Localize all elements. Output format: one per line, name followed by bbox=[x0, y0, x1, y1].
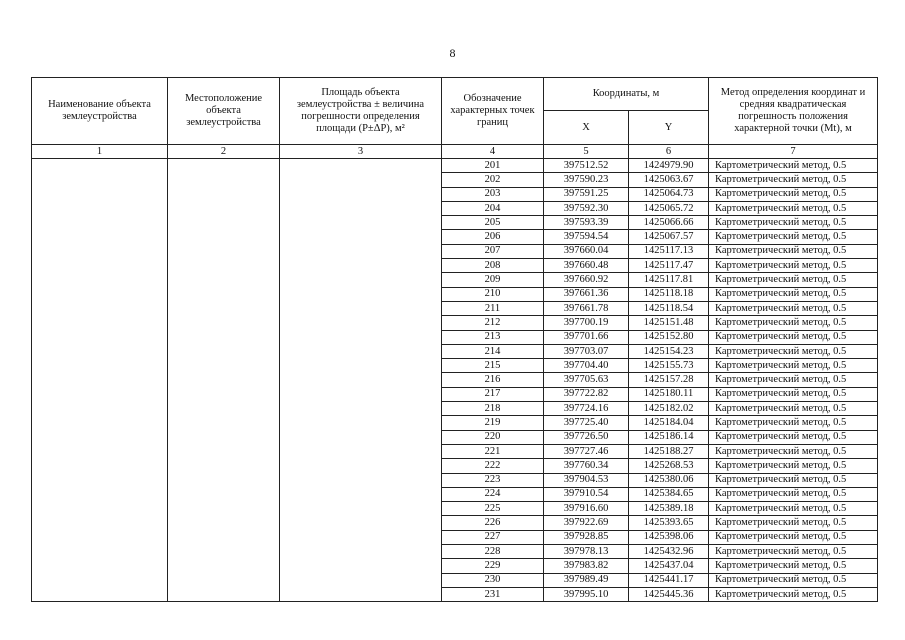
point-label: 204 bbox=[442, 201, 544, 215]
method-cell: Картометрический метод, 0.5 bbox=[709, 244, 878, 258]
method-cell: Картометрический метод, 0.5 bbox=[709, 459, 878, 473]
method-cell: Картометрический метод, 0.5 bbox=[709, 502, 878, 516]
x-coordinate: 397910.54 bbox=[544, 487, 629, 501]
y-coordinate: 1425117.47 bbox=[629, 259, 709, 273]
x-coordinate: 397660.04 bbox=[544, 244, 629, 258]
x-coordinate: 397983.82 bbox=[544, 559, 629, 573]
column-number: 3 bbox=[280, 145, 442, 159]
y-coordinate: 1425432.96 bbox=[629, 545, 709, 559]
y-coordinate: 1425184.04 bbox=[629, 416, 709, 430]
header-object-name: Наименование объекта землеустройства bbox=[32, 78, 168, 145]
x-coordinate: 397705.63 bbox=[544, 373, 629, 387]
point-label: 224 bbox=[442, 487, 544, 501]
x-coordinate: 397928.85 bbox=[544, 530, 629, 544]
y-coordinate: 1425437.04 bbox=[629, 559, 709, 573]
point-label: 231 bbox=[442, 587, 544, 601]
x-coordinate: 397700.19 bbox=[544, 316, 629, 330]
method-cell: Картометрический метод, 0.5 bbox=[709, 230, 878, 244]
y-coordinate: 1425067.57 bbox=[629, 230, 709, 244]
y-coordinate: 1425118.54 bbox=[629, 301, 709, 315]
y-coordinate: 1425118.18 bbox=[629, 287, 709, 301]
column-number: 4 bbox=[442, 145, 544, 159]
page-number: 8 bbox=[449, 46, 456, 60]
y-coordinate: 1425066.66 bbox=[629, 216, 709, 230]
coordinates-table bbox=[31, 77, 878, 602]
y-coordinate: 1425393.65 bbox=[629, 516, 709, 530]
method-cell: Картометрический метод, 0.5 bbox=[709, 273, 878, 287]
method-cell: Картометрический метод, 0.5 bbox=[709, 159, 878, 173]
method-cell: Картометрический метод, 0.5 bbox=[709, 359, 878, 373]
x-coordinate: 397661.36 bbox=[544, 287, 629, 301]
column-number: 7 bbox=[709, 145, 878, 159]
x-coordinate: 397724.16 bbox=[544, 402, 629, 416]
point-label: 210 bbox=[442, 287, 544, 301]
object-name-cell bbox=[32, 159, 168, 602]
y-coordinate: 1425182.02 bbox=[629, 402, 709, 416]
point-label: 209 bbox=[442, 273, 544, 287]
y-coordinate: 1425384.65 bbox=[629, 487, 709, 501]
header-method: Метод определения координат и средняя квадратическая погрешность положения характерной точки (Mt), м bbox=[709, 78, 878, 145]
x-coordinate: 397661.78 bbox=[544, 301, 629, 315]
x-coordinate: 397590.23 bbox=[544, 173, 629, 187]
y-coordinate: 1425389.18 bbox=[629, 502, 709, 516]
x-coordinate: 397660.92 bbox=[544, 273, 629, 287]
header-coordinates: Координаты, м bbox=[544, 78, 709, 111]
method-cell: Картометрический метод, 0.5 bbox=[709, 187, 878, 201]
column-number: 2 bbox=[168, 145, 280, 159]
method-cell: Картометрический метод, 0.5 bbox=[709, 344, 878, 358]
point-label: 225 bbox=[442, 502, 544, 516]
method-cell: Картометрический метод, 0.5 bbox=[709, 216, 878, 230]
point-label: 207 bbox=[442, 244, 544, 258]
method-cell: Картометрический метод, 0.5 bbox=[709, 201, 878, 215]
y-coordinate: 1425117.81 bbox=[629, 273, 709, 287]
x-coordinate: 397660.48 bbox=[544, 259, 629, 273]
header-y: Y bbox=[629, 111, 709, 145]
point-label: 227 bbox=[442, 530, 544, 544]
method-cell: Картометрический метод, 0.5 bbox=[709, 487, 878, 501]
y-coordinate: 1425445.36 bbox=[629, 587, 709, 601]
method-cell: Картометрический метод, 0.5 bbox=[709, 316, 878, 330]
y-coordinate: 1425064.73 bbox=[629, 187, 709, 201]
x-coordinate: 397593.39 bbox=[544, 216, 629, 230]
y-coordinate: 1425152.80 bbox=[629, 330, 709, 344]
x-coordinate: 397726.50 bbox=[544, 430, 629, 444]
point-label: 203 bbox=[442, 187, 544, 201]
method-cell: Картометрический метод, 0.5 bbox=[709, 545, 878, 559]
method-cell: Картометрический метод, 0.5 bbox=[709, 402, 878, 416]
point-label: 229 bbox=[442, 559, 544, 573]
point-label: 218 bbox=[442, 402, 544, 416]
y-coordinate: 1425151.48 bbox=[629, 316, 709, 330]
x-coordinate: 397760.34 bbox=[544, 459, 629, 473]
x-coordinate: 397701.66 bbox=[544, 330, 629, 344]
column-number: 6 bbox=[629, 145, 709, 159]
point-label: 219 bbox=[442, 416, 544, 430]
point-label: 223 bbox=[442, 473, 544, 487]
point-label: 226 bbox=[442, 516, 544, 530]
method-cell: Картометрический метод, 0.5 bbox=[709, 287, 878, 301]
point-label: 217 bbox=[442, 387, 544, 401]
point-label: 201 bbox=[442, 159, 544, 173]
x-coordinate: 397989.49 bbox=[544, 573, 629, 587]
x-coordinate: 397725.40 bbox=[544, 416, 629, 430]
x-coordinate: 397722.82 bbox=[544, 387, 629, 401]
y-coordinate: 1425268.53 bbox=[629, 459, 709, 473]
point-label: 230 bbox=[442, 573, 544, 587]
area-cell bbox=[280, 159, 442, 602]
method-cell: Картометрический метод, 0.5 bbox=[709, 530, 878, 544]
method-cell: Картометрический метод, 0.5 bbox=[709, 430, 878, 444]
y-coordinate: 1425398.06 bbox=[629, 530, 709, 544]
point-label: 206 bbox=[442, 230, 544, 244]
x-coordinate: 397916.60 bbox=[544, 502, 629, 516]
point-label: 205 bbox=[442, 216, 544, 230]
x-coordinate: 397904.53 bbox=[544, 473, 629, 487]
point-label: 222 bbox=[442, 459, 544, 473]
method-cell: Картометрический метод, 0.5 bbox=[709, 301, 878, 315]
y-coordinate: 1425180.11 bbox=[629, 387, 709, 401]
y-coordinate: 1425065.72 bbox=[629, 201, 709, 215]
point-label: 228 bbox=[442, 545, 544, 559]
point-label: 208 bbox=[442, 259, 544, 273]
header-points: Обозначение характерных точек границ bbox=[442, 78, 544, 145]
point-label: 216 bbox=[442, 373, 544, 387]
column-number: 1 bbox=[32, 145, 168, 159]
column-number: 5 bbox=[544, 145, 629, 159]
y-coordinate: 1425157.28 bbox=[629, 373, 709, 387]
point-label: 212 bbox=[442, 316, 544, 330]
x-coordinate: 397592.30 bbox=[544, 201, 629, 215]
y-coordinate: 1425186.14 bbox=[629, 430, 709, 444]
method-cell: Картометрический метод, 0.5 bbox=[709, 173, 878, 187]
x-coordinate: 397512.52 bbox=[544, 159, 629, 173]
y-coordinate: 1425154.23 bbox=[629, 344, 709, 358]
x-coordinate: 397594.54 bbox=[544, 230, 629, 244]
method-cell: Картометрический метод, 0.5 bbox=[709, 516, 878, 530]
y-coordinate: 1425063.67 bbox=[629, 173, 709, 187]
y-coordinate: 1425380.06 bbox=[629, 473, 709, 487]
y-coordinate: 1425441.17 bbox=[629, 573, 709, 587]
method-cell: Картометрический метод, 0.5 bbox=[709, 573, 878, 587]
point-label: 211 bbox=[442, 301, 544, 315]
method-cell: Картометрический метод, 0.5 bbox=[709, 444, 878, 458]
point-label: 202 bbox=[442, 173, 544, 187]
point-label: 213 bbox=[442, 330, 544, 344]
table-body bbox=[32, 159, 878, 602]
x-coordinate: 397995.10 bbox=[544, 587, 629, 601]
y-coordinate: 1425155.73 bbox=[629, 359, 709, 373]
x-coordinate: 397704.40 bbox=[544, 359, 629, 373]
method-cell: Картометрический метод, 0.5 bbox=[709, 587, 878, 601]
method-cell: Картометрический метод, 0.5 bbox=[709, 387, 878, 401]
method-cell: Картометрический метод, 0.5 bbox=[709, 559, 878, 573]
method-cell: Картометрический метод, 0.5 bbox=[709, 259, 878, 273]
method-cell: Картометрический метод, 0.5 bbox=[709, 373, 878, 387]
point-label: 214 bbox=[442, 344, 544, 358]
y-coordinate: 1425188.27 bbox=[629, 444, 709, 458]
y-coordinate: 1424979.90 bbox=[629, 159, 709, 173]
header-x: X bbox=[544, 111, 629, 145]
point-label: 221 bbox=[442, 444, 544, 458]
x-coordinate: 397922.69 bbox=[544, 516, 629, 530]
header-area: Площадь объекта землеустройства ± величина погрешности определения площади (P±ΔP), м² bbox=[280, 78, 442, 145]
method-cell: Картометрический метод, 0.5 bbox=[709, 473, 878, 487]
x-coordinate: 397591.25 bbox=[544, 187, 629, 201]
table-row bbox=[32, 159, 878, 173]
point-label: 220 bbox=[442, 430, 544, 444]
header-location: Местоположение объекта землеустройства bbox=[168, 78, 280, 145]
method-cell: Картометрический метод, 0.5 bbox=[709, 416, 878, 430]
x-coordinate: 397703.07 bbox=[544, 344, 629, 358]
method-cell: Картометрический метод, 0.5 bbox=[709, 330, 878, 344]
x-coordinate: 397978.13 bbox=[544, 545, 629, 559]
point-label: 215 bbox=[442, 359, 544, 373]
x-coordinate: 397727.46 bbox=[544, 444, 629, 458]
y-coordinate: 1425117.13 bbox=[629, 244, 709, 258]
location-cell bbox=[168, 159, 280, 602]
